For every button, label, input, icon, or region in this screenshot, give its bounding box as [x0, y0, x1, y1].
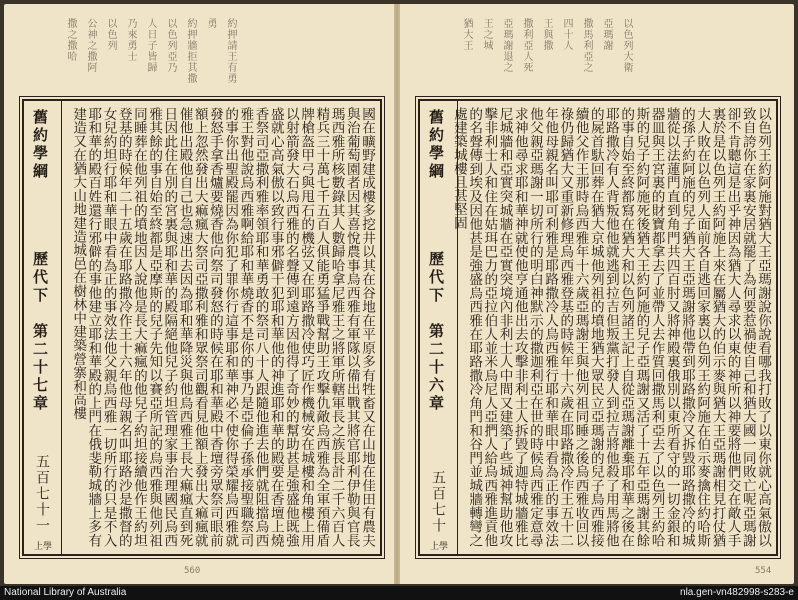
right-text-frame — [418, 99, 778, 556]
right-page — [400, 4, 794, 584]
margin-note: 撒利亞人死 — [521, 18, 532, 73]
item-identifier: nla.gen-vn482998-s283-e — [680, 587, 794, 598]
page-number: 五百七十 — [430, 470, 446, 534]
right-body-text: 以色列王約阿施對猶大王亞瑪謝說你說看哪我打敗了以東你就心高氣傲以致自誇你在家裏安居就罷了為何要惹禍使自己和猶大國一同敗亡呢亞瑪謝卻不肯聽這是出乎神因為猶大人尋求以東的神所以神要將他們交在敵人手裏於是以色列王約阿施上來在屬猶大的伯示麥與猶大王亞瑪謝相見打仗猶大人敗在以色列人面前各自逃回家裏以色列王約阿施在伯示麥擒住約哈斯的孫子約阿施的兒子猶大王亞瑪謝將他帶到耶路撒冷又拆毀耶路撒冷的城牆從以法蓮門直到角門共四百肘又將神殿裏俄別以東所看守的一切金銀和器皿與王宮裏的財寶都拿去了並帶人去作質回撒馬利亞去了以色列王約哈斯的兒子約阿施死後猶大王約阿施的兒子亞瑪謝又活了十五年亞瑪謝其餘的事自始至終都寫在猶大和以色列諸王記上自從亞瑪謝離棄耶和華之後在耶路撒冷有人背叛他他就逃到拉吉但叛黨打發人到拉吉將他殺了用馬將他的屍首馱回葬在猶大京城他列祖的墳地猶大眾民立亞瑪謝的兒子烏西雅接續他父作王那時烏西雅年十六歲亞瑪謝王與他列祖同睡之後烏西雅收回以祿仍歸猶大又重新修理烏西雅登基的時候年十六歲在耶路撒冷作王五十二年他母親名叫耶可利雅是耶路撒冷人烏西雅行耶和華眼中看為正的事效法他父親亞瑪謝一切所行的明白神默示的撒迦利亞在世的時候烏西雅定意尋求神他尋求耶和華神就使他亨通他出去攻擊非利士人拆毀了迦特城牆雅比尼城牆和亞實突城牆在亞實突境內非利士人中間又建築了些城神幫助他攻擊非利士人和住在姑珥巴力的亞拉伯人並米烏尼人亞捫人給烏西雅進貢他的名聲傳到埃及因他甚是強盛烏西雅在耶路撒冷角門和谷門並城牆轉彎之處建築城樓且甚堅固 — [450, 107, 771, 547]
left-margin-notes — [64, 18, 236, 94]
margin-note: 王與撒 — [541, 18, 552, 51]
chapter-label — [30, 251, 51, 413]
margin-note: 勇 — [205, 18, 216, 29]
margin-note: 以色列大衛 — [621, 18, 632, 73]
left-heading-column — [24, 101, 62, 554]
book-title: 舊約學綱 — [427, 109, 445, 181]
margin-note: 亞瑪謝 — [601, 18, 612, 51]
margin-note: 約押牆拒其撒 — [185, 18, 196, 84]
right-margin-notes — [460, 18, 632, 94]
library-credit: National Library of Australia — [4, 587, 127, 598]
margin-note: 亞瑪謝退之 — [501, 18, 512, 73]
section-name: 歷代下 — [31, 251, 49, 305]
left-page — [4, 4, 394, 584]
margin-note: 以色列亞乃 — [165, 18, 176, 73]
publisher-mark: 上學 — [430, 542, 449, 552]
chapter-label — [426, 251, 447, 413]
margin-note: 四十人 — [561, 18, 572, 51]
margin-note: 公神之撒阿 — [85, 18, 96, 73]
chapter-number: 第二十七章 — [31, 323, 49, 413]
margin-note: 撒之撒哈 — [65, 18, 76, 62]
margin-note: 撒馬利亞之 — [581, 18, 592, 73]
left-text-frame — [22, 99, 382, 556]
left-body-text: 國在曠野建成樓多挖井以其在谷地在平原多有牲畜又在山地在佳田有農夫與治葡萄園者因其喜悅農事烏西雅有軍隊以備出戰其將官耶利伊勒與官長瑪西雅所核數錄其人數歸哈拿尼雅王之將軍所轄軍長之族長計二千六百人精兵三十萬七千五百人俱能勇猛爭戰幫助王攻擊仇敵烏西雅為全軍預備盾牌槍盔甲弓與甩石的機弦又在耶路撒冷使巧匠作機械安在城樓和角樓上用以射箭發大石烏西雅的名聲傳到遠方因他得了奇妙的幫助甚是強盛他既強盛就心高氣傲以致行事邪僻干犯耶和華他的神進耶和華的殿要在香壇上燒香祭司亞撒利雅率領耶和華勇敢的祭司八十人跟隨他進去他們就阻擋烏西雅王對他說烏西雅啊給耶和華燒香不是你的事乃是亞倫子孫承接聖職祭司的事你出聖殿罷因為你犯了罪你行這事耶和華神必不使你得榮耀烏西雅就發怒手拿香爐要燒香他向祭司發怒的時候在耶和華殿中香壇旁眾祭司眼前額上忽然發出大痲瘋大祭司亞撒利雅和眾祭司觀看見他額上發出大痲瘋就催他出殿他自己也急速出去因為耶和華降災與他烏西雅王長大痲瘋直到死日因此住在別的宮裏與耶和華的殿隔絕他兒子約坦管理家事治理國民烏西雅其餘的事自始至終都是亞摩斯的兒子先知以賽亞所記的烏西雅與他列祖同睡葬在他列祖的墳地因人說他是長大痲瘋的他兒子約坦接續他作王約坦登基的時候年二十五歲在耶路撒冷作王十六年他母親名叫耶路沙是撒督的女兒約坦行耶和華眼中看為正的事效法他父親烏西雅一切所行的只是不入耶和華的殿百姓還行邪僻的事他建立耶和華殿的上門在俄斐勒城牆上多有建造又在猶大山地建造城邑在樹林中建築營寨和高樓 — [70, 107, 375, 547]
margin-note: 王之城 — [481, 18, 492, 51]
section-name: 歷代下 — [427, 251, 445, 305]
publisher-mark: 上學 — [34, 542, 53, 552]
chapter-number: 第二十六章 — [427, 323, 445, 413]
folio-number: 560 — [184, 566, 201, 576]
page-number: 五百七十一 — [34, 454, 50, 534]
margin-note: 乃來勇士 — [125, 18, 136, 62]
folio-number: 554 — [755, 566, 772, 576]
margin-note: 猶大王 — [461, 18, 472, 51]
margin-note: 人日子皆歸 — [145, 18, 156, 73]
viewer-footer — [0, 586, 798, 600]
margin-note: 以色列 — [105, 18, 116, 51]
book-title: 舊約學綱 — [31, 109, 49, 181]
margin-note: 約押請王有勇 — [225, 18, 236, 84]
